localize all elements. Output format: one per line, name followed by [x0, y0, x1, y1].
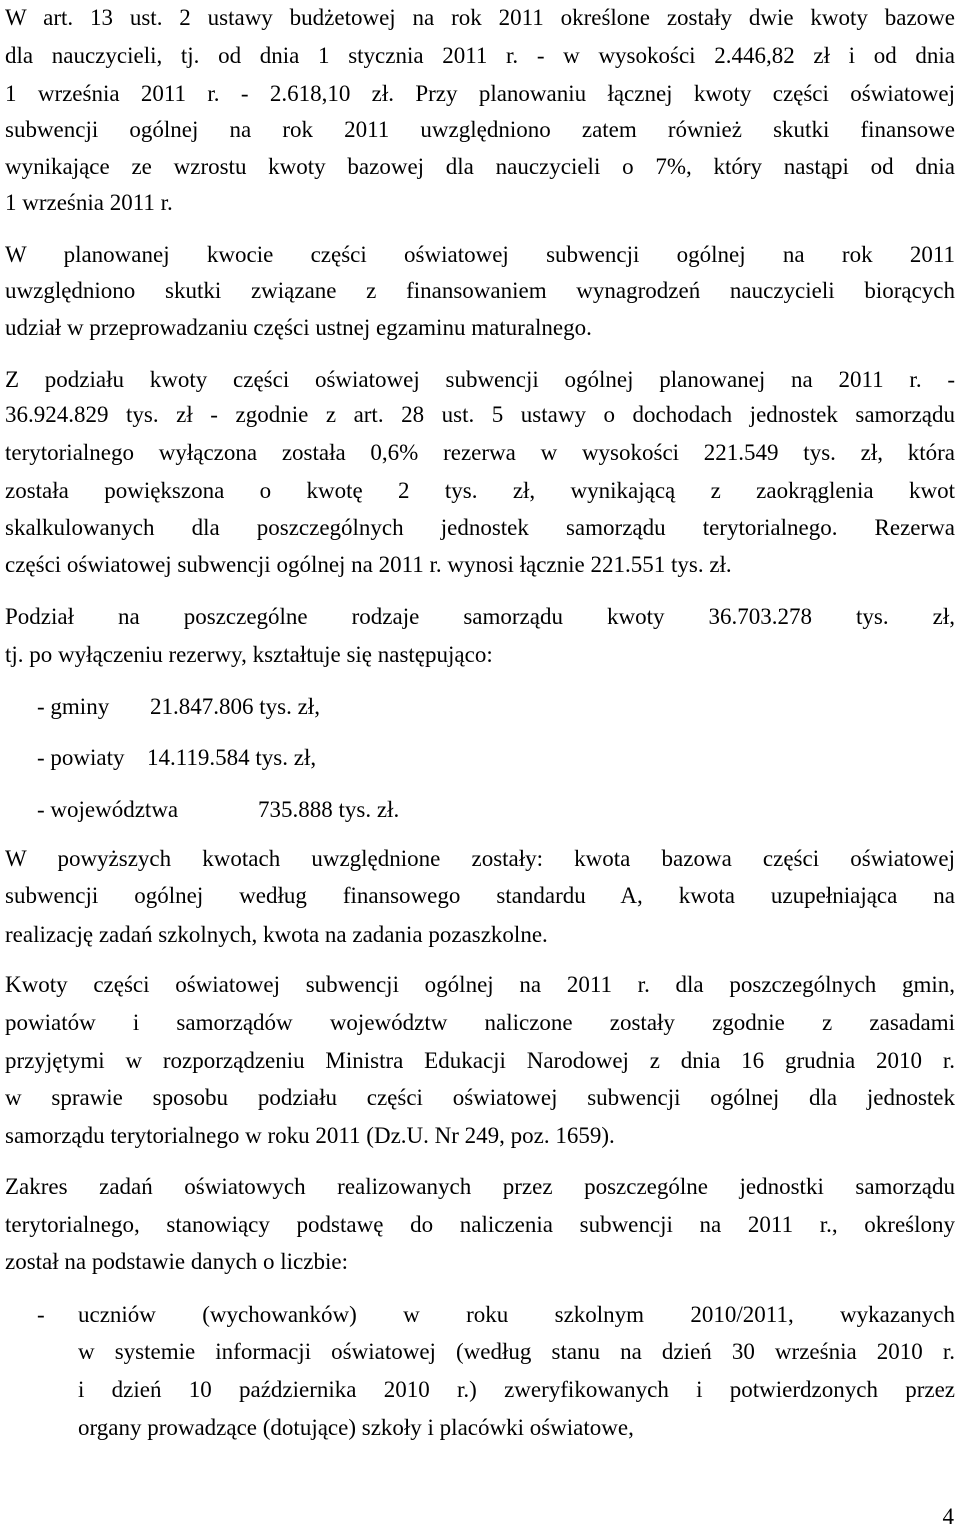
breakdown-label-powiaty: - powiaty [37, 745, 125, 770]
paragraph-7-line-1: Zakres zadań oświatowych realizowanych przez poszczególne jednostki samorządu [5, 1174, 955, 1199]
paragraph-5-line-2: subwencji ogólnej według finansowego standardu A, kwota uzupełniająca na [5, 883, 955, 908]
paragraph-6-line-2: powiatów i samorządów województw naliczone zostały zgodnie z zasadami [5, 1010, 955, 1035]
paragraph-2-line-1: W planowanej kwocie części oświatowej subwencji ogólnej na rok 2011 [5, 242, 955, 267]
page-number: 4 [942, 1504, 954, 1529]
paragraph-4-line-2: tj. po wyłączeniu rezerwy, kształtuje się następująco: [5, 642, 493, 667]
list-item-line-2: w systemie informacji oświatowej (według stanu na dzień 30 września 2010 r. [78, 1339, 955, 1364]
paragraph-1-line-1: W art. 13 ust. 2 ustawy budżetowej na rok 2011 określone zostały dwie kwoty bazowe [5, 5, 955, 30]
paragraph-1-line-3: 1 września 2011 r. - 2.618,10 zł. Przy planowaniu łącznej kwoty części oświatowej [5, 81, 955, 106]
paragraph-1-line-6: 1 września 2011 r. [5, 190, 173, 215]
list-item-bullet: - [37, 1302, 45, 1327]
list-item-line-3: i dzień 10 października 2010 r.) zweryfikowanych i potwierdzonych przez [78, 1377, 955, 1402]
paragraph-3-line-3: terytorialnego wyłączona została 0,6% rezerwa w wysokości 221.549 tys. zł, która [5, 440, 955, 465]
paragraph-5-line-1: W powyższych kwotach uwzględnione zostały: kwota bazowa części oświatowej [5, 846, 955, 871]
paragraph-7-line-2: terytorialnego, stanowiący podstawę do naliczenia subwencji na 2011 r., określony [5, 1212, 955, 1237]
paragraph-6-line-1: Kwoty części oświatowej subwencji ogólnej na 2011 r. dla poszczególnych gmin, [5, 972, 955, 997]
paragraph-2-line-2: uwzględniono skutki związane z finansowaniem wynagrodzeń nauczycieli biorących [5, 278, 955, 303]
paragraph-3-line-4: została powiększona o kwotę 2 tys. zł, wynikającą z zaokrąglenia kwot [5, 478, 955, 503]
paragraph-3-line-2: 36.924.829 tys. zł - zgodnie z art. 28 ust. 5 ustawy o dochodach jednostek samorządu [5, 402, 955, 427]
paragraph-5-line-3: realizację zadań szkolnych, kwota na zadania pozaszkolne. [5, 922, 548, 947]
paragraph-1-line-2: dla nauczycieli, tj. od dnia 1 stycznia 2011 r. - w wysokości 2.446,82 zł i od dnia [5, 43, 955, 68]
paragraph-6-line-3: przyjętymi w rozporządzeniu Ministra Edukacji Narodowej z dnia 16 grudnia 2010 r. [5, 1048, 955, 1073]
breakdown-amount-wojewodztwa: 735.888 tys. zł. [258, 797, 400, 822]
list-item-line-4: organy prowadzące (dotujące) szkoły i placówki oświatowe, [78, 1415, 634, 1440]
paragraph-1-line-4: subwencji ogólnej na rok 2011 uwzględniono zatem również skutki finansowe [5, 117, 955, 142]
paragraph-6-line-5: samorządu terytorialnego w roku 2011 (Dz.U. Nr 249, poz. 1659). [5, 1123, 615, 1148]
paragraph-7-line-3: został na podstawie danych o liczbie: [5, 1249, 348, 1274]
breakdown-amount-powiaty: 14.119.584 tys. zł, [147, 745, 317, 770]
paragraph-3-line-5: skalkulowanych dla poszczególnych jednostek samorządu terytorialnego. Rezerwa [5, 515, 955, 540]
breakdown-label-wojewodztwa: - województwa [37, 797, 179, 822]
paragraph-3-line-1: Z podziału kwoty części oświatowej subwencji ogólnej planowanej na 2011 r. - [5, 367, 955, 392]
paragraph-3-line-6: części oświatowej subwencji ogólnej na 2011 r. wynosi łącznie 221.551 tys. zł. [5, 552, 732, 577]
paragraph-2-line-3: udział w przeprowadzaniu części ustnej egzaminu maturalnego. [5, 315, 592, 340]
paragraph-6-line-4: w sprawie sposobu podziału części oświatowej subwencji ogólnej dla jednostek [5, 1085, 955, 1110]
paragraph-4-line-1: Podział na poszczególne rodzaje samorządu kwoty 36.703.278 tys. zł, [5, 604, 955, 629]
breakdown-amount-gminy: 21.847.806 tys. zł, [150, 694, 320, 719]
list-item-line-1: uczniów (wychowanków) w roku szkolnym 2010/2011, wykazanych [78, 1302, 955, 1327]
paragraph-1-line-5: wynikające ze wzrostu kwoty bazowej dla nauczycieli o 7%, który nastąpi od dnia [5, 154, 955, 179]
breakdown-label-gminy: - gminy [37, 694, 110, 719]
